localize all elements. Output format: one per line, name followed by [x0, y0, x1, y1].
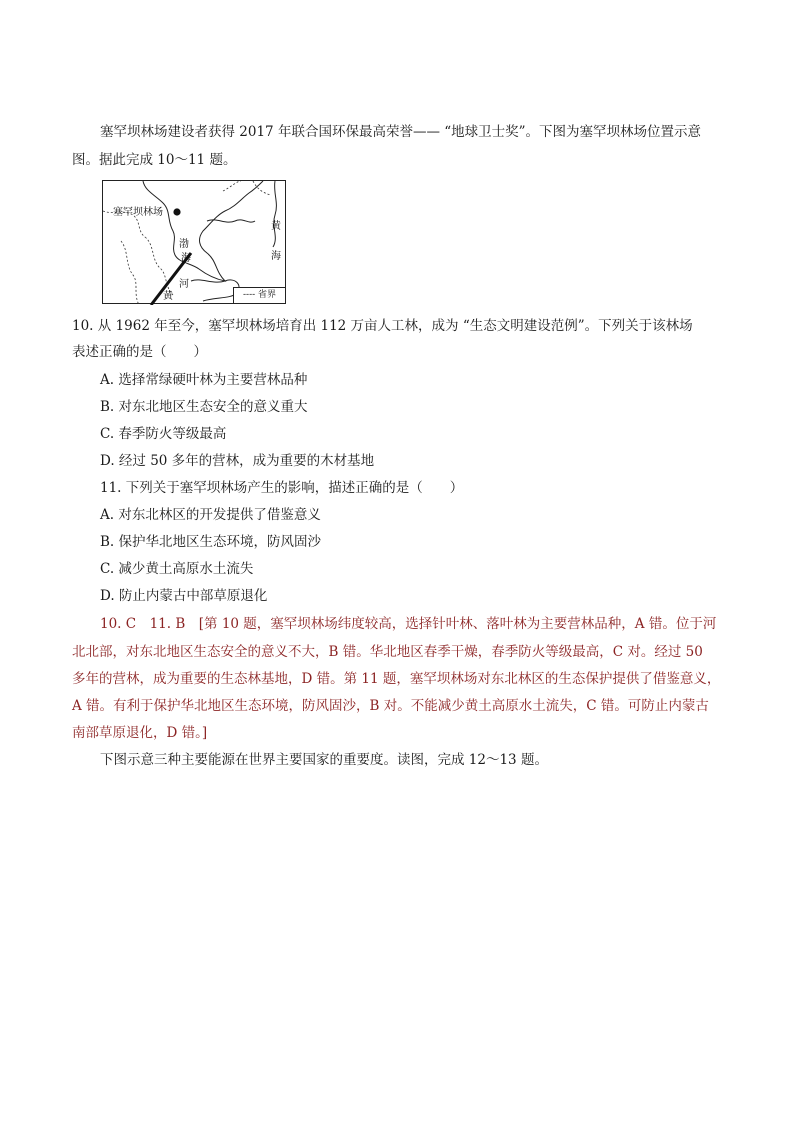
answer-line-2: 北北部，对东北地区生态安全的意义不大，B 错。华北地区春季干燥，春季防火等级最高，C 对。经过 50: [72, 644, 703, 660]
yellow-river-label-1: 河: [179, 279, 189, 290]
yellow-sea-label-2: 海: [271, 251, 281, 262]
yellow-sea-label-1: 黄: [271, 221, 281, 232]
map-legend: ---- 省界: [233, 287, 285, 303]
q10-option-c: C. 春季防火等级最高: [100, 426, 227, 442]
answer-line-5: 南部草原退化，D 错。]: [72, 725, 208, 741]
bohai-label-1: 渤: [179, 239, 189, 250]
q10-stem-2: 表述正确的是（ ）: [72, 344, 207, 360]
q11-option-c: C. 减少黄土高原水土流失: [100, 561, 254, 577]
yellow-river-label-2: 黄: [163, 291, 173, 302]
q11-option-a: A. 对东北林区的开发提供了借鉴意义: [100, 507, 321, 523]
sahanba-label: 塞罕坝林场: [113, 207, 163, 218]
bohai-label-2: 海: [181, 253, 191, 264]
q10-option-b: B. 对东北地区生态安全的意义重大: [100, 399, 308, 415]
answer-line-1: 10. C 11. B [第 10 题，塞罕坝林场纬度较高，选择针叶林、落叶林为主要营林品种，A 错。位于河: [100, 616, 717, 632]
q10-stem-1: 10. 从 1962 年至今，塞罕坝林场培育出 112 万亩人工林，成为 “生态文明建设范例”。下列关于该林场: [72, 318, 693, 334]
q10-option-a: A. 选择常绿硬叶林为主要营林品种: [100, 372, 308, 388]
intro-line-2: 图。据此完成 10～11 题。: [72, 152, 237, 168]
intro-line-1: 塞罕坝林场建设者获得 2017 年联合国环保最高荣誉—— “地球卫士奖”。下图为塞罕坝林场位置示意: [100, 124, 702, 140]
q11-option-b: B. 保护华北地区生态环境，防风固沙: [100, 534, 322, 550]
q11-option-d: D. 防止内蒙古中部草原退化: [100, 588, 268, 604]
location-map: [102, 180, 286, 304]
q10-option-d: D. 经过 50 多年的营林，成为重要的木材基地: [100, 453, 375, 469]
answer-line-4: A 错。有利于保护华北地区生态环境，防风固沙，B 对。不能减少黄土高原水土流失，C 错。可防止内蒙古: [72, 698, 709, 714]
q11-stem: 11. 下列关于塞罕坝林场产生的影响，描述正确的是（ ）: [100, 480, 464, 496]
answer-line-3: 多年的营林，成为重要的生态林基地，D 错。第 11 题，塞罕坝林场对东北林区的生态保护提供了借鉴意义，: [72, 671, 721, 687]
next-section-intro: 下图示意三种主要能源在世界主要国家的重要度。读图，完成 12～13 题。: [100, 752, 548, 768]
